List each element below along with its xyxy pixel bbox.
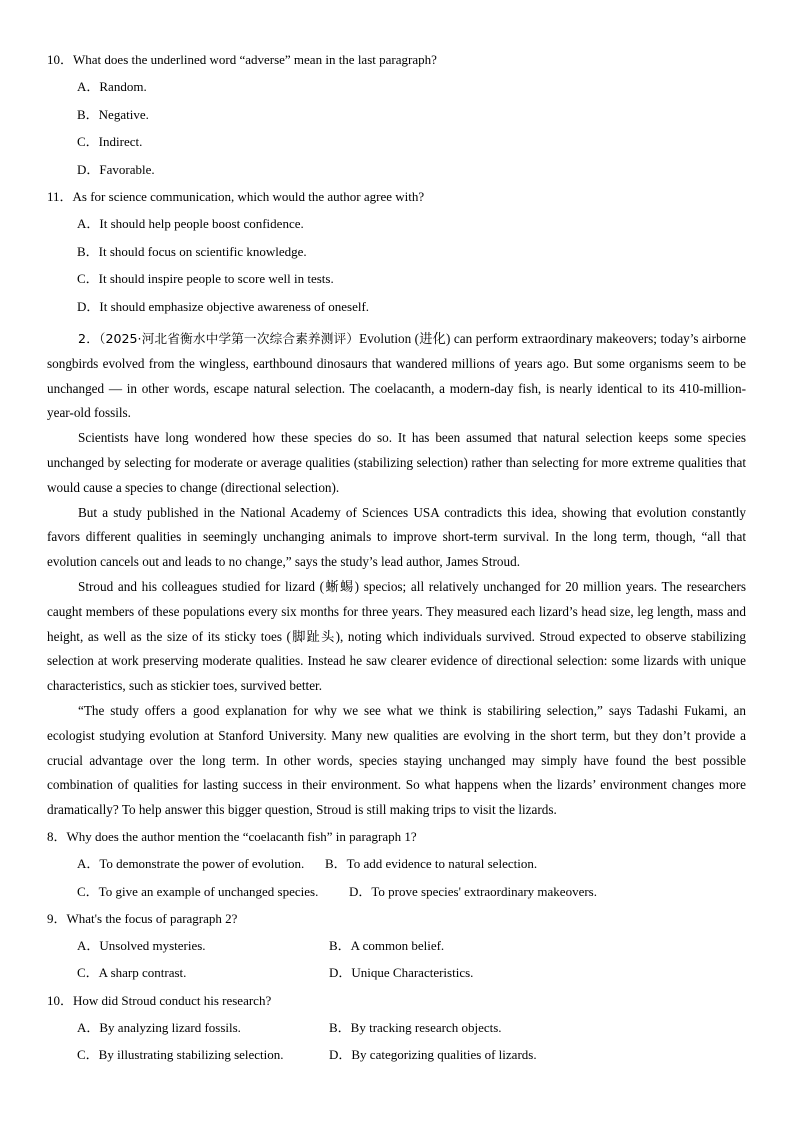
- option-9-d[interactable]: [329, 959, 473, 986]
- question-number-10-bottom: 10．: [47, 992, 74, 1008]
- option-text-d: Favorable.: [99, 161, 155, 177]
- option-text-b: Negative.: [98, 106, 149, 122]
- option-label-a: A．: [77, 856, 100, 872]
- question-stem-8: [47, 823, 747, 850]
- option-text-d: By categorizing qualities of lizards.: [351, 1047, 537, 1063]
- option-label-d: D．: [77, 161, 100, 177]
- option-label-c: C．: [77, 271, 99, 287]
- question-stem-9: [47, 905, 747, 932]
- option-8-d[interactable]: [349, 878, 597, 905]
- option-row-10-2: [47, 1041, 747, 1068]
- bottom-question-group: [47, 823, 747, 1069]
- option-label-d: D．: [329, 1047, 352, 1063]
- option-label-a: A．: [77, 938, 100, 954]
- option-label-d: D．: [349, 883, 372, 899]
- question-text-9: What's the focus of paragraph 2?: [66, 910, 238, 926]
- option-8-b[interactable]: [325, 850, 537, 877]
- question-number-9: 9．: [47, 910, 67, 926]
- option-label-c: C．: [77, 1047, 99, 1063]
- option-text-c: It should inspire people to score well in tests.: [98, 271, 334, 287]
- option-label-d: D．: [77, 298, 100, 314]
- option-10b-c[interactable]: [77, 1041, 284, 1068]
- option-11-a[interactable]: [47, 210, 747, 237]
- question-number-8: 8．: [47, 829, 67, 844]
- option-10-a[interactable]: [47, 73, 747, 100]
- option-11-b[interactable]: [47, 238, 747, 265]
- option-label-b: B．: [77, 106, 99, 122]
- question-text-10: What does the underlined word “adverse” mean in the last paragraph?: [73, 52, 437, 67]
- passage-paragraph-2: Scientists have long wondered how these species do so. It has been assumed that natural selection keeps some species unchanged by selecting for moderate or average qualities (stabilizing selection) rather than selecting for more extreme qualities that would cause a species to change (directional selection).: [47, 430, 746, 495]
- question-stem-10: [47, 46, 747, 73]
- option-text-a: By analyzing lizard fossils.: [99, 1020, 241, 1036]
- passage-paragraph-3: But a study published in the National Academy of Sciences USA contradicts this idea, showing that evolution constantly favors different qualities in seemingly unchanging animals to improve short-term survival. In the long term, though, “all that evolution cancels out and leads to no change,” says the study’s lead author, James Stroud.: [47, 504, 746, 570]
- option-10-c[interactable]: [47, 128, 747, 155]
- option-text-a: Random.: [99, 79, 147, 95]
- option-text-d: It should emphasize objective awareness of oneself.: [99, 298, 370, 314]
- option-label-c: C．: [77, 134, 99, 150]
- option-row-9-2: [47, 959, 747, 986]
- passage-paragraph-4: Stroud and his colleagues studied for lizard (蜥蜴) specios; all relatively unchanged for 20 million years. The researchers caught members of these populations every six months for three years. They measured each lizard’s head size, leg length, mass and height, as well as the size of its sticky toes (脚趾头), noting which individuals survived. Stroud expected to observe stabilizing selection at work preserving moderate qualities. Instead he saw clearer evidence of directional selection: some lizards with unique characteristics, such as stickier toes, survived better.: [47, 579, 746, 694]
- option-9-c[interactable]: [77, 959, 186, 986]
- option-label-a: A．: [77, 1020, 100, 1036]
- option-text-c: Indirect.: [98, 134, 143, 150]
- passage-paragraph-5: “The study offers a good explanation for why we see what we think is stabiliring selection,” says Tadashi Fukami, an ecologist studying evolution at Stanford University. Many new qualities are evolving in the short term, but they don’t provide a crucial advantage over the long term. In other words, species staying unchanged may simply have found the best possible combination of qualities for lasting success in their environment. So what happens when the lizards’ environment changes more dramatically? To help answer this bigger question, Stroud is still making trips to visit the lizards.: [47, 703, 746, 818]
- section-spacer: [47, 320, 747, 324]
- question-stem-10-bottom: [47, 987, 747, 1014]
- option-text-b: By tracking research objects.: [350, 1020, 502, 1036]
- option-row-10-1: [47, 1014, 747, 1041]
- option-text-a: To demonstrate the power of evolution.: [99, 856, 305, 872]
- option-11-d[interactable]: [47, 293, 747, 320]
- option-label-b: B．: [77, 243, 99, 259]
- option-text-b: To add evidence to natural selection.: [346, 856, 538, 872]
- option-text-d: Unique Characteristics.: [351, 965, 474, 981]
- option-label-b: B．: [325, 856, 347, 872]
- option-label-a: A．: [77, 79, 100, 95]
- option-label-b: B．: [329, 938, 351, 954]
- document-content: [47, 46, 747, 1069]
- option-text-a: It should help people boost confidence.: [99, 216, 304, 232]
- passage-paragraph-1-text: Evolution (进化) can perform extraordinary makeovers; today’s airborne songbirds evolved from the wingless, earthbound dinosaurs that wandered millions of years ago. But some organisms seem to be unchanged — in other words, escape natural selection. The coelacanth, a modern-day fish, is nearly identical to its 410-million-year-old fossils.: [47, 331, 746, 421]
- option-row-8-2: [47, 878, 747, 905]
- option-row-8-1: [47, 850, 747, 877]
- question-text-10-bottom: How did Stroud conduct his research?: [73, 992, 272, 1008]
- option-text-b: A common belief.: [350, 938, 445, 954]
- option-text-c: By illustrating stabilizing selection.: [98, 1047, 284, 1063]
- option-row-9-1: [47, 932, 747, 959]
- option-10-b[interactable]: [47, 101, 747, 128]
- option-11-c[interactable]: [47, 265, 747, 292]
- passage-source-marker: 2．（2025·河北省衡水中学第一次综合素养测评）: [78, 331, 360, 347]
- option-text-c: A sharp contrast.: [98, 965, 187, 981]
- question-stem-11: [47, 183, 747, 210]
- option-text-d: To prove species' extraordinary makeovers.: [371, 883, 597, 899]
- option-10b-a[interactable]: [77, 1014, 241, 1041]
- reading-passage: [47, 327, 747, 823]
- option-text-a: Unsolved mysteries.: [99, 938, 206, 954]
- option-10-d[interactable]: [47, 156, 747, 183]
- question-number-10: 10．: [47, 52, 74, 67]
- question-text-11: As for science communication, which would the author agree with?: [72, 189, 425, 205]
- top-question-group: [47, 46, 747, 320]
- option-label-d: D．: [329, 965, 352, 981]
- option-label-c: C．: [77, 883, 99, 899]
- option-8-c[interactable]: [77, 878, 318, 905]
- option-10b-d[interactable]: [329, 1041, 537, 1068]
- question-number-11: 11．: [47, 189, 73, 205]
- option-8-a[interactable]: [77, 850, 304, 877]
- option-9-b[interactable]: [329, 932, 444, 959]
- option-text-b: It should focus on scientific knowledge.: [98, 243, 307, 259]
- option-label-a: A．: [77, 216, 100, 232]
- option-text-c: To give an example of unchanged species.: [98, 883, 319, 899]
- passage-paragraph-1: [47, 327, 746, 426]
- option-10b-b[interactable]: [329, 1014, 502, 1041]
- option-label-b: B．: [329, 1020, 351, 1036]
- option-9-a[interactable]: [77, 932, 206, 959]
- option-label-c: C．: [77, 965, 99, 981]
- question-text-8: Why does the author mention the “coelacanth fish” in paragraph 1?: [66, 829, 417, 844]
